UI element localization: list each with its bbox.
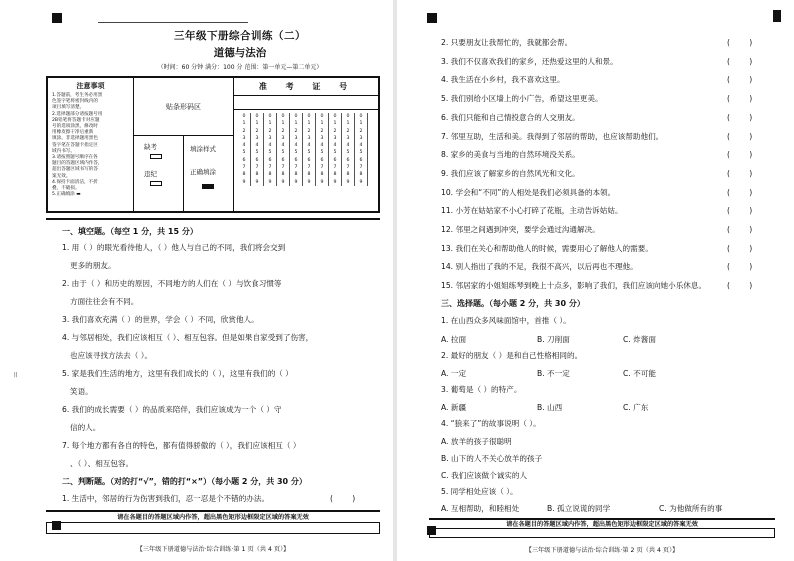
judge-question-15: 15. 邻居家的小姐姐练琴到晚上十点多，影响了我们，我们应该向她小乐休息。: [441, 281, 707, 291]
answer-area-border: [429, 528, 775, 538]
notice-line: 案无效。: [52, 173, 71, 179]
exam-digit-bubble[interactable]: 6: [242, 157, 246, 163]
answer-paren[interactable]: ( ): [727, 281, 753, 291]
exam-digit-bubble[interactable]: 9: [255, 179, 259, 185]
exam-digit-bubble[interactable]: 8: [320, 172, 324, 178]
exam-digit-bubble[interactable]: 4: [281, 143, 285, 149]
exam-digit-bubble[interactable]: 6: [268, 157, 272, 163]
header-rule: [98, 22, 248, 23]
fill-correct-label: 正确填涂: [190, 168, 216, 176]
binding-mark: ||: [14, 372, 18, 378]
exam-digit-bubble[interactable]: 5: [242, 150, 246, 156]
exam-digit-column: [238, 113, 251, 186]
exam-number-input[interactable]: [234, 96, 380, 110]
exam-digit-column: [303, 113, 316, 186]
choice-4-option-c[interactable]: C. 我们应该做个诚实的人: [441, 471, 528, 480]
exam-digit-column: [251, 113, 264, 186]
exam-digit-bubble[interactable]: 1: [242, 121, 246, 127]
exam-digit-bubble[interactable]: 2: [294, 128, 298, 134]
exam-digit-bubble[interactable]: 6: [307, 157, 311, 163]
exam-digit-column: [264, 113, 277, 186]
exam-digit-column: [342, 113, 355, 186]
choice-question-5: 5. 同学相处应该（ ）。: [441, 487, 518, 496]
exam-digit-bubble[interactable]: 0: [320, 114, 324, 119]
exam-digit-bubble[interactable]: 6: [281, 157, 285, 163]
answer-paren[interactable]: ( ): [727, 168, 753, 178]
exam-digit-bubble[interactable]: 8: [307, 172, 311, 178]
notice-line: 2.选择题部分请按题号用: [52, 111, 103, 117]
exam-digit-bubble[interactable]: 9: [320, 179, 324, 185]
notice-line: 叠，不破损。: [52, 186, 80, 192]
question-3: 3. 我们喜欢充满（ ）的世界，学会（ ）不同，欣赏他人。: [62, 315, 259, 324]
choice-question-3: 3. 葡萄是（ ）的特产。: [441, 385, 522, 394]
exam-digit-bubble[interactable]: 6: [294, 157, 298, 163]
question-2-cont: 方面往往会有不同。: [70, 297, 139, 306]
question-1-cont: 更多的朋友。: [70, 261, 116, 270]
page-footer: 【三年级下册道德与法治·综合训练·第 2 页（共 4 页）】: [525, 547, 679, 554]
exam-digit-bubble[interactable]: 8: [294, 172, 298, 178]
exam-digit-bubble[interactable]: 9: [281, 179, 285, 185]
exam-digit-bubble[interactable]: 8: [346, 172, 350, 178]
exam-digit-column: [316, 113, 329, 186]
exam-digit-bubble[interactable]: 1: [294, 121, 298, 127]
exam-digit-bubble[interactable]: 0: [346, 114, 350, 119]
exam-digit-bubble[interactable]: 1: [320, 121, 324, 127]
exam-digit-bubble[interactable]: 6: [359, 157, 363, 163]
notice-line: 4.保持卡面清洁，不折: [52, 179, 98, 185]
exam-digit-bubble[interactable]: 9: [333, 179, 337, 185]
judge-question-1: 1. 生活中，邻居的行为伤害到我们，忍一忍是个不错的办法。: [62, 494, 270, 503]
judge-question-8: 8. 家乡的美食与当地的自然环境没关系。: [441, 150, 580, 160]
exam-digit-bubble[interactable]: 3: [268, 135, 272, 141]
exam-digit-bubble[interactable]: 6: [346, 157, 350, 163]
choice-3-option-a[interactable]: A. 新疆: [441, 403, 467, 412]
notice-line: 题目的答题区域内作答，: [52, 161, 103, 167]
exam-digit-bubble[interactable]: 1: [255, 121, 259, 127]
section-fill-blank: 一、填空题。（每空 1 分，共 15 分）: [62, 227, 198, 236]
choice-question-2: 2. 最好的朋友（ ）是和自己性格相同的。: [441, 351, 583, 360]
exam-digit-bubble[interactable]: 5: [346, 150, 350, 156]
exam-digit-bubble[interactable]: 9: [268, 179, 272, 185]
choice-5-option-c[interactable]: C. 为他做所有的事: [659, 504, 723, 513]
judge-question-12: 12. 邻里之间遇到冲突，要学会通过沟通解决。: [441, 225, 600, 234]
page-title: 三年级下册综合训练（二）: [174, 30, 306, 42]
exam-digit-bubble[interactable]: 1: [346, 121, 350, 127]
exam-digit-bubble[interactable]: 8: [333, 172, 337, 178]
choice-3-option-c[interactable]: C. 广东: [623, 403, 649, 412]
notice-line: 填涂。非选择题用黑色: [52, 136, 98, 142]
exam-digit-bubble[interactable]: 6: [320, 157, 324, 163]
exam-number-grid: [234, 110, 380, 189]
fill-example-label: 填涂样式: [190, 145, 216, 153]
exam-digit-bubble[interactable]: 7: [307, 165, 311, 171]
registration-mark: [773, 10, 781, 22]
exam-digit-bubble[interactable]: 8: [255, 172, 259, 178]
notice-line: 签字笔在答题卡指定区: [52, 142, 98, 148]
question-4-cont: 也应该寻找方法去（ ）。: [70, 351, 153, 360]
exam-digit-bubble[interactable]: 7: [255, 165, 259, 171]
exam-digit-bubble[interactable]: 0: [268, 114, 272, 119]
fill-sample-mark: [202, 184, 214, 189]
exam-digit-bubble[interactable]: 3: [333, 135, 337, 141]
choice-2-option-a[interactable]: A. 一定: [441, 369, 467, 378]
exam-digit-bubble[interactable]: 1: [359, 121, 363, 127]
exam-digit-column: [329, 113, 342, 186]
answer-paren[interactable]: ( ): [727, 75, 753, 85]
answer-paren[interactable]: ( ): [727, 38, 753, 47]
exam-digit-bubble[interactable]: 6: [255, 157, 259, 163]
registration-mark: [427, 13, 437, 23]
question-6-cont: 信的人。: [70, 423, 101, 432]
exam-digit-bubble[interactable]: 2: [359, 128, 363, 134]
exam-digit-bubble[interactable]: 2: [268, 128, 272, 134]
right-page: [397, 0, 794, 561]
choice-3-option-b[interactable]: B. 山西: [537, 403, 563, 412]
choice-1-option-c[interactable]: C. 炸酱面: [623, 335, 656, 344]
exam-digit-bubble[interactable]: 5: [255, 150, 259, 156]
exam-digit-bubble[interactable]: 7: [359, 165, 363, 171]
exam-digit-bubble[interactable]: 8: [242, 172, 246, 178]
exam-digit-bubble[interactable]: 1: [307, 121, 311, 127]
exam-digit-bubble[interactable]: 5: [268, 150, 272, 156]
question-2: 2. 由于（ ）和历史的原因，不同地方的人们在（ ）与饮食习惯等: [62, 279, 282, 288]
exam-digit-bubble[interactable]: 5: [359, 150, 363, 156]
choice-1-option-a[interactable]: A. 拉面: [441, 335, 467, 344]
divider: [46, 218, 380, 220]
judge-question-7: 7. 邻里互助，生活和美。我得到了邻居的帮助，也应该帮助他们。: [441, 131, 664, 141]
notice-line: 3.请按照题号顺序在各: [52, 155, 98, 161]
exam-digit-bubble[interactable]: 3: [359, 135, 363, 141]
choice-4-option-a[interactable]: A. 放羊的孩子很聪明: [441, 437, 512, 446]
judge-question-13: 13. 我们在关心和帮助他人的时候，需要用心了解他人的需要。: [441, 243, 653, 253]
barcode-area: 贴条形码区: [134, 78, 234, 136]
exam-digit-bubble[interactable]: 4: [359, 143, 363, 149]
exam-digit-bubble[interactable]: 9: [294, 179, 298, 185]
exam-digit-bubble[interactable]: 6: [333, 157, 337, 163]
exam-digit-bubble[interactable]: 8: [359, 172, 363, 178]
absent-label: 缺考: [144, 143, 157, 151]
answer-area-note: 请在各题目的答题区域内作答，超出黑色矩形边框限定区域的答案无效: [506, 521, 698, 528]
exam-digit-bubble[interactable]: 9: [242, 179, 246, 185]
question-6: 6. 我们的成长需要（ ）的品质来陪伴，我们应该成为一个（ ）守: [62, 405, 282, 414]
exam-digit-bubble[interactable]: 3: [307, 135, 311, 141]
exam-digit-bubble[interactable]: 2: [307, 128, 311, 134]
exam-digit-bubble[interactable]: 7: [320, 165, 324, 171]
section-choice: 三、选择题。（每小题 2 分，共 30 分）: [441, 299, 585, 308]
notice-line: 5.正确填涂 ▬: [52, 192, 81, 198]
judge-question-3: 3. 我们不仅喜欢我们的家乡，还热爱这里的人和景。: [441, 56, 618, 66]
judge-question-9: 9. 我们应该了解家乡的自然风光和文化。: [441, 168, 580, 178]
exam-digit-bubble[interactable]: 3: [255, 135, 259, 141]
judge-question-10: 10. 学会和“不同”的人相处是我们必须具备的本领。: [441, 187, 616, 197]
exam-digit-bubble[interactable]: 4: [294, 143, 298, 149]
exam-digit-bubble[interactable]: 0: [242, 114, 246, 119]
exam-digit-bubble[interactable]: 3: [320, 135, 324, 141]
exam-digit-bubble[interactable]: 7: [281, 165, 285, 171]
exam-number-label: 准 考 证 号: [234, 78, 380, 96]
exam-digit-bubble[interactable]: 7: [294, 165, 298, 171]
answer-area-border: [46, 522, 380, 534]
exam-digit-bubble[interactable]: 2: [333, 128, 337, 134]
absent-violation-area: [134, 136, 184, 211]
answer-paren[interactable]: ( ): [727, 262, 753, 272]
exam-digit-bubble[interactable]: 5: [294, 150, 298, 156]
exam-digit-bubble[interactable]: 9: [346, 179, 350, 185]
choice-5-option-a[interactable]: A. 互相帮助，和睦相处: [441, 504, 520, 513]
exam-digit-bubble[interactable]: 9: [307, 179, 311, 185]
registration-mark: [52, 13, 62, 23]
exam-digit-bubble[interactable]: 3: [346, 135, 350, 141]
choice-1-option-b[interactable]: B. 刀削面: [537, 335, 570, 344]
judge-question-14: 14. 别人指出了我的不足，我很不高兴，以后再也不理他。: [441, 262, 638, 272]
answer-paren[interactable]: ( ): [727, 112, 753, 122]
choice-2-option-b[interactable]: B. 不一定: [537, 369, 570, 378]
exam-digit-bubble[interactable]: 0: [294, 114, 298, 119]
exam-digit-column: [277, 113, 290, 186]
exam-digit-bubble[interactable]: 4: [268, 143, 272, 149]
exam-digit-bubble[interactable]: 2: [346, 128, 350, 134]
question-7: 7. 每个地方都有各自的特色，都有值得骄傲的（ ），我们应该相互（ ）: [62, 441, 301, 450]
absent-checkbox[interactable]: [150, 154, 162, 159]
answer-paren[interactable]: ( ): [727, 131, 753, 141]
choice-question-4: 4. “狼来了”的故事说明（ ）。: [441, 419, 541, 428]
exam-digit-bubble[interactable]: 2: [242, 128, 246, 134]
notice-line: 用橡皮擦干净后重新: [52, 130, 94, 136]
exam-digit-bubble[interactable]: 2: [255, 128, 259, 134]
answer-paren[interactable]: ( ): [330, 494, 356, 503]
exam-digit-bubble[interactable]: 3: [242, 135, 246, 141]
exam-digit-bubble[interactable]: 4: [320, 143, 324, 149]
judge-question-2: 2. 只要朋友让我帮忙的，我就都会帮。: [441, 38, 573, 47]
exam-digit-bubble[interactable]: 1: [333, 121, 337, 127]
exam-digit-bubble[interactable]: 3: [281, 135, 285, 141]
exam-number-area: [234, 78, 380, 211]
exam-digit-bubble[interactable]: 7: [333, 165, 337, 171]
notice-line: 2B铅笔将答题卡对应题: [52, 117, 100, 123]
exam-digit-bubble[interactable]: 4: [255, 143, 259, 149]
exam-digit-bubble[interactable]: 5: [281, 150, 285, 156]
question-5-cont: 笑语。: [70, 387, 93, 396]
choice-2-option-c[interactable]: C. 不可能: [623, 369, 656, 378]
exam-meta: （时间：60 分钟 满分：100 分 范围：第一单元—第二单元）: [157, 64, 323, 71]
exam-digit-bubble[interactable]: 4: [242, 143, 246, 149]
answer-paren[interactable]: ( ): [727, 94, 753, 104]
answer-area-note: 请在各题目的答题区域内作答，超出黑色矩形边框限定区域的答案无效: [117, 514, 309, 521]
notice-title: 注意事项: [76, 82, 105, 90]
exam-digit-bubble[interactable]: 0: [307, 114, 311, 119]
judge-question-5: 5. 我们别给小区墙上的小广告，希望这里更美。: [441, 94, 603, 104]
exam-digit-bubble[interactable]: 5: [333, 150, 337, 156]
choice-question-1: 1. 在山西众多风味面馆中，首推（ ）。: [441, 316, 571, 325]
question-1: 1. 用（ ）的眼光看待他人，（ ）他人与自己的不同，我们将会交到: [62, 243, 286, 252]
exam-digit-bubble[interactable]: 8: [281, 172, 285, 178]
section-judge: 二、判断题。（对的打“√”，错的打“×”）（每小题 2 分，共 30 分）: [62, 477, 307, 486]
notice-line: 域内书写。: [52, 148, 75, 154]
exam-digit-bubble[interactable]: 7: [242, 165, 246, 171]
question-5: 5. 家是我们生活的地方，这里有我们成长的（ ），这里有我们的（ ）: [62, 369, 293, 378]
answer-paren[interactable]: ( ): [727, 56, 753, 66]
registration-mark: [52, 521, 61, 530]
exam-digit-bubble[interactable]: 0: [255, 114, 259, 119]
judge-question-4: 4. 我生活在小乡村，我不喜欢这里。: [441, 75, 565, 85]
notice-box: [48, 78, 134, 211]
violation-checkbox[interactable]: [150, 181, 162, 186]
notice-line: 超出答题区域书写的答: [52, 167, 98, 173]
judge-question-6: 6. 我们只能和自己情投意合的人交朋友。: [441, 112, 580, 122]
choice-4-option-b[interactable]: B. 山下的人不关心放羊的孩子: [441, 454, 543, 463]
violation-label: 违纪: [144, 170, 157, 178]
exam-digit-column: [290, 113, 303, 186]
exam-digit-bubble[interactable]: 8: [268, 172, 272, 178]
exam-digit-bubble[interactable]: 5: [320, 150, 324, 156]
notice-line: 号的选项涂黑，修改时: [52, 124, 98, 130]
exam-digit-bubble[interactable]: 2: [281, 128, 285, 134]
exam-digit-bubble[interactable]: 5: [307, 150, 311, 156]
exam-digit-bubble[interactable]: 3: [294, 135, 298, 141]
notice-text: [52, 93, 129, 198]
exam-digit-bubble[interactable]: 0: [333, 114, 337, 119]
notice-line: 项目填写清楚。: [52, 105, 85, 111]
answer-paren[interactable]: ( ): [727, 206, 753, 216]
exam-digit-bubble[interactable]: 0: [281, 114, 285, 119]
exam-digit-column: [355, 113, 368, 186]
exam-digit-bubble[interactable]: 1: [281, 121, 285, 127]
exam-digit-bubble[interactable]: 2: [320, 128, 324, 134]
exam-digit-bubble[interactable]: 4: [346, 143, 350, 149]
exam-digit-bubble[interactable]: 1: [268, 121, 272, 127]
question-4: 4. 与邻居相处，我们应该相互（ ）、相互包容。但是如果自家受到了伤害，: [62, 333, 314, 342]
exam-digit-bubble[interactable]: 7: [268, 165, 272, 171]
judge-question-11: 11. 小芳在姑姑家不小心打碎了花瓶，主动告诉姑姑。: [441, 206, 623, 216]
exam-digit-bubble[interactable]: 0: [359, 114, 363, 119]
answer-paren[interactable]: ( ): [727, 225, 753, 234]
answer-paren[interactable]: ( ): [727, 187, 753, 197]
notice-line: 1.答题前，考生务必用黑: [52, 93, 103, 98]
exam-digit-bubble[interactable]: 4: [307, 143, 311, 149]
answer-sheet-header: [46, 76, 380, 213]
choice-5-option-b[interactable]: B. 孤立说谎的同学: [547, 504, 611, 513]
exam-digit-bubble[interactable]: 9: [359, 179, 363, 185]
question-7-cont: 、（ ）、相互包容。: [70, 459, 134, 468]
registration-mark: [427, 526, 436, 535]
subject-title: 道德与法治: [213, 47, 267, 59]
notice-line: 色签字笔将密封线内的: [52, 99, 98, 105]
fill-example-area: [184, 136, 234, 211]
answer-paren[interactable]: ( ): [727, 150, 753, 160]
exam-digit-bubble[interactable]: 4: [333, 143, 337, 149]
exam-digit-bubble[interactable]: 7: [346, 165, 350, 171]
page-footer: 【三年级下册道德与法治·综合训练·第 1 页（共 4 页）】: [136, 546, 290, 553]
answer-paren[interactable]: ( ): [727, 243, 753, 253]
